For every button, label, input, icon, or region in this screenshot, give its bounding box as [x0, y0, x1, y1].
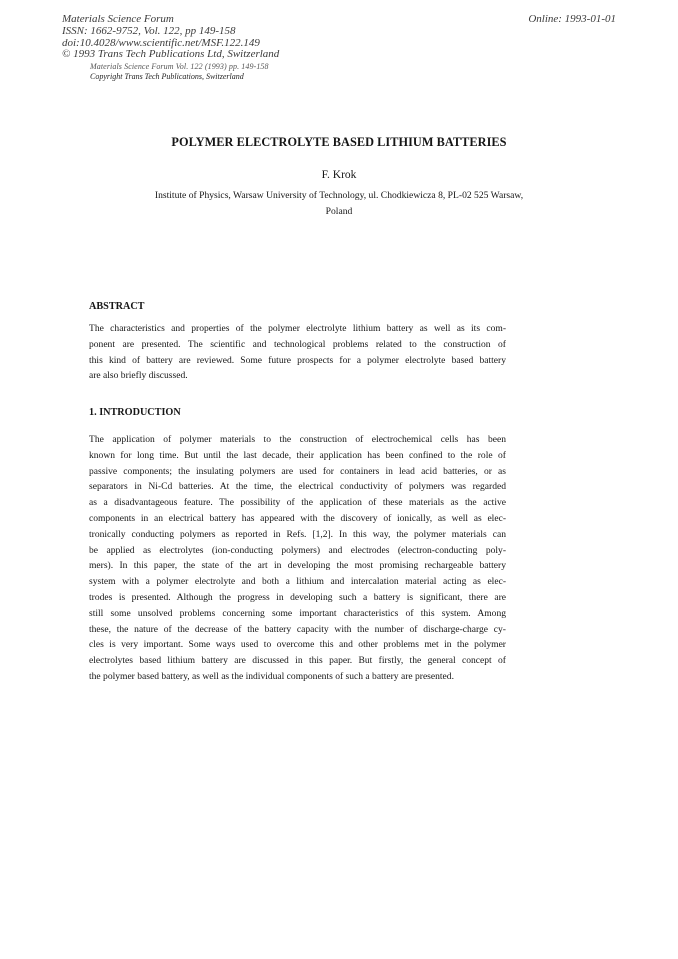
introduction-line: the polymer based battery, as well as the individual components of such a battery are presented. [89, 670, 454, 682]
introduction-body [89, 432, 506, 685]
scan-header-line2: Copyright Trans Tech Publications, Switzerland [90, 72, 244, 81]
issn-line: ISSN: 1662-9752, Vol. 122, pp 149-158 [62, 24, 236, 37]
introduction-line: passive components; the insulating polymers are used for containers in lead acid batteries, or as [89, 465, 506, 477]
author-affiliation [85, 188, 593, 219]
introduction-line: The application of polymer materials to the construction of electrochemical cells has been [89, 434, 506, 445]
introduction-line: tronically conducting polymers as reported in Refs. [1,2]. In this way, the polymer materials can [89, 528, 506, 540]
online-date: Online: 1993-01-01 [528, 13, 616, 25]
introduction-line: separators in Ni-Cd batteries. At the time, the electrical conductivity of polymers was regarded [89, 481, 506, 493]
abstract-line: The characteristics and properties of the polymer electrolyte lithium battery as well as its com- [89, 323, 506, 334]
introduction-line: components in an electrical battery has appeared with the discovery of ionically, as well as elec- [89, 512, 506, 524]
paper-author: F. Krok [321, 169, 357, 181]
affiliation-line2: Poland [325, 205, 353, 217]
introduction-line: as a disadvantageous feature. The possibility of the application of these materials as the active [89, 497, 506, 509]
publication-info [62, 14, 279, 61]
introduction-line: trodes is presented. Although the progress in developing such a battery is significant, there are [89, 591, 506, 603]
introduction-line: still some unsolved problems concerning some important characteristics of this system. Among [89, 607, 506, 619]
abstract-line: this kind of battery are reviewed. Some future prospects for a polymer electrolyte based battery [89, 354, 506, 366]
journal-name: Materials Science Forum [62, 13, 174, 25]
introduction-heading: 1. INTRODUCTION [89, 407, 181, 418]
introduction-line: system with a polymer electrolyte and both a lithium and intercalation material acting as elec- [89, 576, 506, 588]
abstract-heading: ABSTRACT [89, 301, 145, 312]
introduction-line: cles is very important. Some ways used to overcome this and other problems met in the polymer [89, 639, 506, 651]
introduction-line: electrolytes based lithium battery are discussed in this paper. But firstly, the general concept of [89, 655, 506, 667]
abstract-line: ponent are presented. The scientific and technological problems related to the construction of [89, 338, 506, 350]
affiliation-line1: Institute of Physics, Warsaw University of Technology, ul. Chodkiewicza 8, PL-02 525 Warsaw, [154, 190, 524, 201]
scan-header-line1: Materials Science Forum Vol. 122 (1993) pp. 149-158 [90, 62, 269, 71]
abstract-body [89, 321, 506, 384]
introduction-line: mers). In this paper, the state of the art in developing the most promising rechargeable battery [89, 560, 506, 572]
paper-title: POLYMER ELECTROLYTE BASED LITHIUM BATTERIES [171, 135, 507, 149]
abstract-line: are also briefly discussed. [89, 370, 188, 382]
scan-header [90, 62, 269, 82]
introduction-line: known for long time. But until the last decade, their application has been confined to the role of [89, 449, 506, 461]
copyright-line: © 1993 Trans Tech Publications Ltd, Switzerland [62, 48, 280, 61]
doi-line: doi:10.4028/www.scientific.net/MSF.122.149 [62, 36, 260, 49]
introduction-line: these, the nature of the decrease of the battery capacity with the number of discharge-charge cy- [89, 623, 506, 635]
introduction-line: be applied as electrolytes (ion-conducting polymers) and electrodes (electron-conducting poly- [89, 544, 506, 556]
